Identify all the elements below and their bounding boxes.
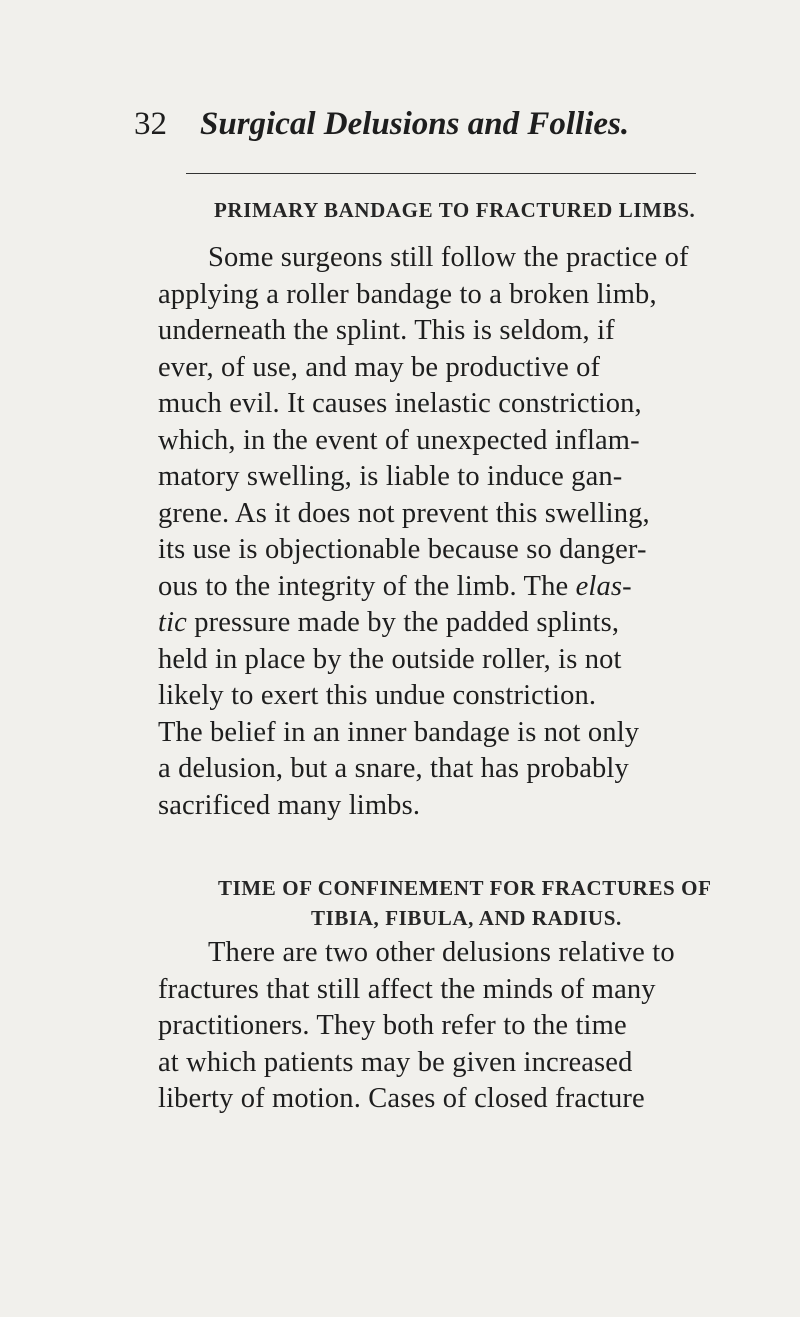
text-segment: pressure made by the padded splints, (186, 607, 620, 638)
paragraph-primary-bandage (158, 240, 748, 824)
text-line: matory swelling, is liable to induce gan- (158, 461, 623, 492)
text-line: grene. As it does not prevent this swelling, (158, 497, 650, 529)
header-rule (186, 173, 696, 174)
paragraph-time-of-confinement (158, 935, 748, 1118)
section-heading-confinement-line-2: TIBIA, FIBULA, AND RADIUS. (311, 906, 622, 930)
text-line: held in place by the outside roller, is not (158, 643, 622, 675)
running-title: Surgical Delusions and Follies. (200, 106, 630, 142)
text-line: likely to exert this undue constriction. (158, 680, 597, 711)
text-segment: ous to the integrity of the limb. The (158, 570, 576, 602)
text-line: its use is objectionable because so danger- (158, 534, 647, 565)
text-line: practitioners. They both refer to the time (158, 1010, 627, 1041)
running-head (134, 104, 694, 154)
text-line: applying a roller bandage to a broken limb, (158, 278, 657, 310)
italic-word: tic (158, 607, 187, 638)
italic-word: elas- (575, 570, 632, 602)
text-line: underneath the splint. This is seldom, if (158, 315, 615, 346)
text-line: ever, of use, and may be productive of (158, 351, 601, 383)
text-line (158, 605, 748, 642)
text-line: liberty of motion. Cases of closed fracture (158, 1083, 645, 1114)
text-line: a delusion, but a snare, that has probably (158, 753, 629, 784)
text-line: sacrificed many limbs. (158, 789, 421, 821)
page-number: 32 (134, 106, 167, 142)
text-line: much evil. It causes inelastic constriction, (158, 388, 642, 419)
text-line: at which patients may be given increased (158, 1046, 633, 1078)
section-heading-primary-bandage: PRIMARY BANDAGE TO FRACTURED LIMBS. (214, 198, 696, 222)
text-line (158, 569, 748, 606)
section-heading-confinement-line-1: TIME OF CONFINEMENT FOR FRACTURES OF (218, 876, 712, 900)
text-line: which, in the event of unexpected inflam- (158, 424, 640, 456)
text-line: The belief in an inner bandage is not only (158, 716, 640, 748)
text-line: There are two other delusions relative to (208, 937, 675, 968)
text-line: Some surgeons still follow the practice of (208, 242, 689, 273)
text-line: fractures that still affect the minds of many (158, 973, 656, 1005)
